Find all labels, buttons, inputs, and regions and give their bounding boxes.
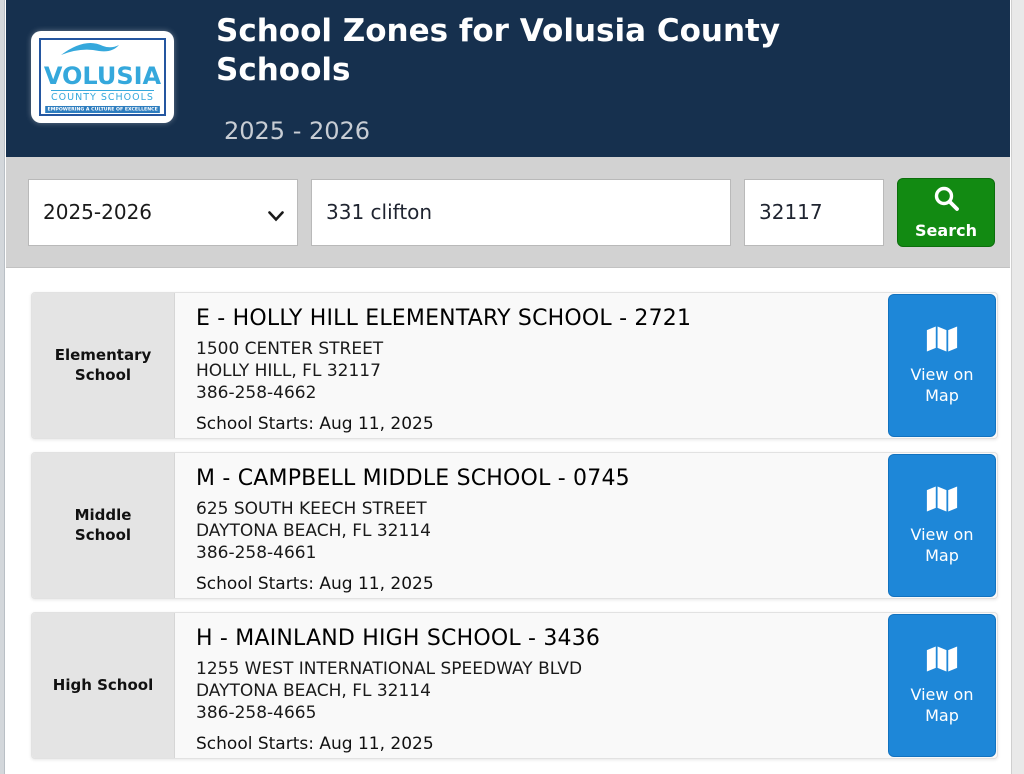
school-start-date: School Starts: Aug 11, 2025: [196, 734, 434, 755]
school-level-label: Elementary School: [32, 293, 175, 438]
school-level-label: Middle School: [32, 453, 175, 598]
view-on-map-button[interactable]: [888, 614, 996, 757]
school-year-select[interactable]: [28, 179, 298, 246]
school-year-subtitle: 2025 - 2026: [224, 117, 371, 145]
results-list: [6, 268, 1010, 759]
result-card-middle: [31, 452, 998, 599]
school-phone: 386-258-4661: [196, 542, 317, 563]
school-address-line1: 1255 WEST INTERNATIONAL SPEEDWAY BLVD: [196, 659, 583, 679]
view-on-map-label: View on Map: [910, 524, 974, 565]
view-on-map-label: View on Map: [910, 684, 974, 725]
school-year-select-wrap: [28, 179, 298, 246]
graduation-cap-swoosh-icon: [59, 41, 121, 61]
zip-input[interactable]: [744, 179, 884, 246]
school-start-date: School Starts: Aug 11, 2025: [196, 414, 434, 435]
school-start-date: School Starts: Aug 11, 2025: [196, 574, 434, 595]
view-on-map-label: View on Map: [910, 364, 974, 405]
school-level-label: High School: [32, 613, 175, 758]
school-address-line2: HOLLY HILL, FL 32117: [196, 360, 381, 381]
folded-map-icon: [926, 645, 958, 677]
view-on-map-button[interactable]: [888, 454, 996, 597]
volusia-county-schools-logo: [31, 31, 174, 123]
view-on-map-button[interactable]: [888, 294, 996, 437]
school-name: H - MAINLAND HIGH SCHOOL - 3436: [196, 626, 601, 651]
result-card-elementary: [31, 292, 998, 439]
school-address-line1: 1500 CENTER STREET: [196, 339, 384, 359]
school-address-line2: DAYTONA BEACH, FL 32114: [196, 520, 431, 541]
search-button[interactable]: [897, 178, 995, 247]
folded-map-icon: [926, 485, 958, 517]
page-title: School Zones for Volusia County Schools: [216, 13, 781, 89]
page: [6, 0, 1010, 759]
result-card-high: [31, 612, 998, 759]
window-left-edge: [0, 0, 5, 774]
logo-tagline: EMPOWERING A CULTURE OF EXCELLENCE: [45, 106, 160, 113]
magnifier-icon: [931, 184, 961, 218]
school-phone: 386-258-4662: [196, 382, 317, 403]
school-address-line1: 625 SOUTH KEECH STREET: [196, 499, 427, 519]
folded-map-icon: [926, 325, 958, 357]
address-input[interactable]: [311, 179, 731, 246]
scrollbar-track[interactable]: [1011, 0, 1024, 774]
logo-name: VOLUSIA: [43, 62, 162, 90]
school-address-line2: DAYTONA BEACH, FL 32114: [196, 680, 431, 701]
search-button-label: Search: [915, 221, 977, 240]
school-phone: 386-258-4665: [196, 702, 317, 723]
school-name: E - HOLLY HILL ELEMENTARY SCHOOL - 2721: [196, 306, 692, 331]
school-name: M - CAMPBELL MIDDLE SCHOOL - 0745: [196, 466, 630, 491]
logo-name2: COUNTY SCHOOLS: [51, 92, 154, 103]
header-banner: [6, 0, 1010, 157]
search-bar: [6, 157, 1010, 268]
